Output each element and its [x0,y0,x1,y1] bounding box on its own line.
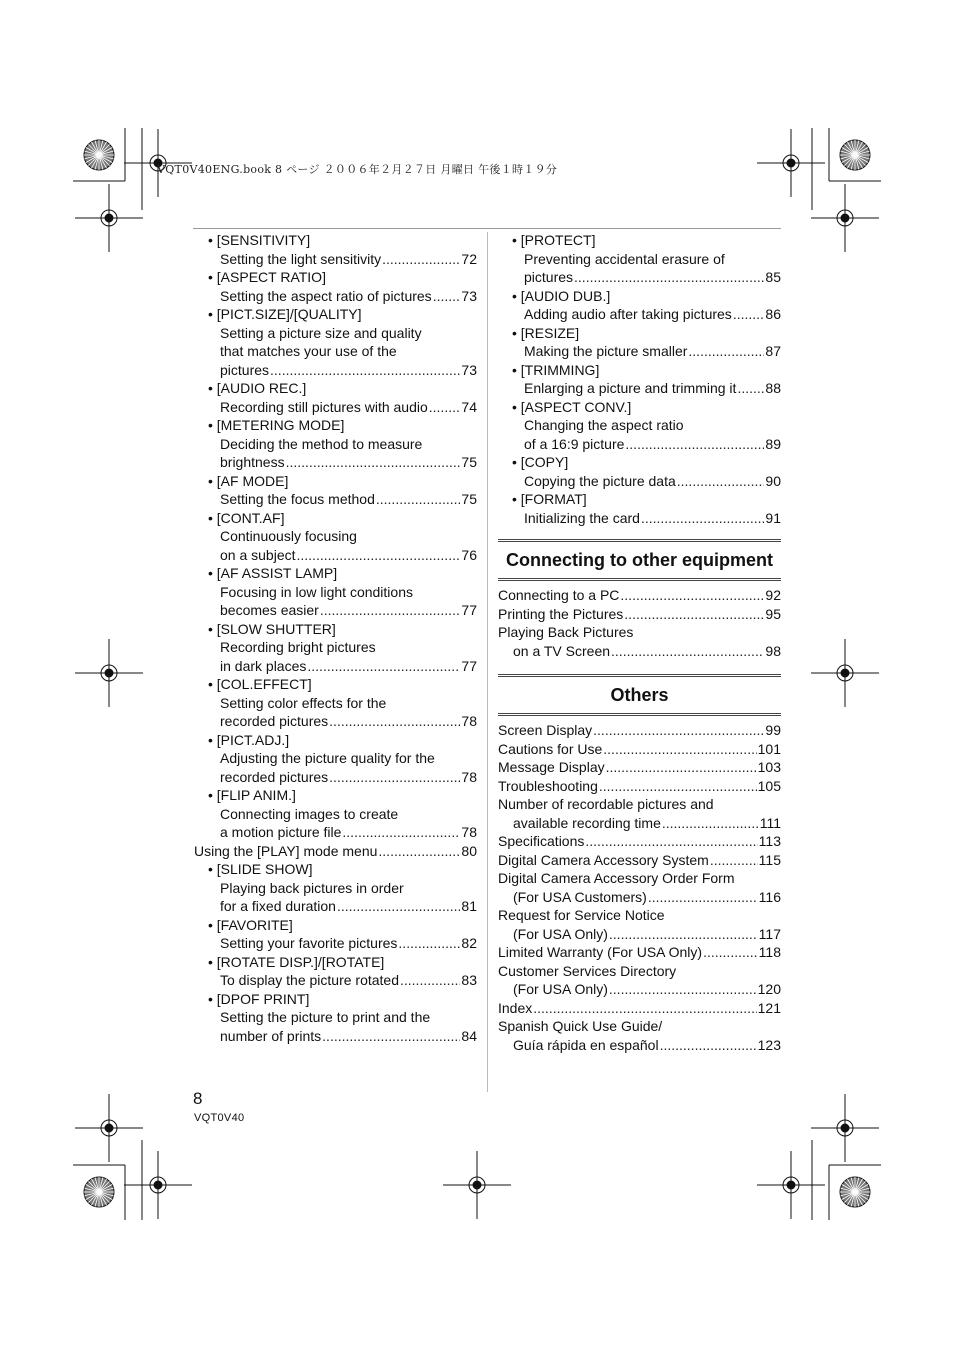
toc-entry [194,657,477,676]
dot-leader [297,546,461,565]
toc-bullet-heading: • [SENSITIVITY] [208,232,311,248]
toc-entry-title: for a fixed duration [220,898,336,914]
toc-entry [194,546,477,565]
dot-leader [533,999,756,1018]
dot-leader [688,342,764,361]
toc-page-number: 92 [765,587,781,603]
toc-entry [498,1036,781,1055]
toc-page-number: 77 [461,657,477,674]
toc-entry-title: Screen Display [498,722,593,738]
toc-page-number: 98 [765,642,781,659]
toc-page-number: 84 [461,1027,477,1044]
toc-bullet-heading: • [SLIDE SHOW] [208,861,313,877]
toc-page-number: 91 [765,509,781,526]
dot-leader [337,897,460,916]
toc-page-number: 123 [757,1036,781,1053]
toc-page-number: 77 [461,602,477,618]
dot-leader [660,1036,757,1055]
dot-leader [606,758,757,777]
toc-entry [498,777,781,796]
toc-entry-title: Index [498,999,533,1016]
toc-entry-title: Troubleshooting [498,777,598,794]
toc-entry [498,435,781,454]
dot-leader [382,250,460,269]
toc-description: Playing Back Pictures [498,624,634,640]
registration-target [443,1151,511,1219]
toc-entry-title: of a 16:9 picture [524,435,625,452]
toc-entry-title: Printing the Pictures [498,605,624,622]
registration-target [75,184,143,252]
toc-entry-title: a motion picture file [220,824,342,840]
toc-entry [498,758,781,777]
toc-page-number: 90 [765,472,781,489]
dot-leader [398,934,460,953]
toc-description: Preventing accidental erasure of [524,250,725,267]
toc-right-top-list [498,231,781,527]
toc-entry [498,925,781,944]
toc-entry-title: Recording still pictures with audio [220,398,428,415]
toc-description: Changing the aspect ratio [524,417,684,433]
toc-entry [194,842,477,861]
toc-description: Setting color effects for the [220,694,387,711]
toc-entry [498,379,781,398]
toc-entry-title: Message Display [498,759,605,775]
toc-bullet-heading: • [PICT.ADJ.] [208,731,290,748]
dot-leader [737,379,764,398]
toc-entry-title: Specifications [498,833,585,849]
registration-target [811,184,879,252]
toc-entry-title: pictures [524,269,574,285]
toc-page-number: 101 [757,740,781,757]
dot-leader [342,823,460,842]
toc-entry [498,342,781,361]
toc-page-number: 115 [758,851,781,868]
toc-entry-title: Adding audio after taking pictures [524,306,732,322]
toc-bullet-heading: • [ASPECT RATIO] [208,269,326,285]
section-connecting-list [498,586,781,660]
toc-bullet-heading: • [FORMAT] [512,491,587,507]
toc-entry [194,1027,477,1046]
toc-entry-title: on a subject [220,546,296,563]
toc-entry [194,971,477,990]
toc-page-number: 88 [765,380,781,396]
toc-page-number: 121 [757,999,781,1016]
toc-bullet-heading: • [RESIZE] [512,324,580,341]
toc-entry-title: pictures [220,361,270,378]
toc-entry-title: Enlarging a picture and trimming it [524,380,737,396]
toc-entry [194,601,477,620]
dot-leader [322,1027,460,1046]
toc-entry [498,509,781,528]
toc-bullet-heading: • [FAVORITE] [208,916,293,933]
toc-entry [194,250,477,269]
toc-page-number: 118 [758,944,781,960]
toc-entry [498,814,781,833]
registration-target [124,1151,192,1219]
toc-entry [194,361,477,380]
toc-page-number: 86 [765,306,781,322]
toc-entry [194,823,477,842]
toc-entry [498,851,781,870]
toc-entry-title: brightness [220,454,285,470]
toc-page-number: 75 [461,491,477,507]
toc-description: Setting a picture size and quality [220,324,422,341]
toc-page-number: 85 [765,269,781,285]
toc-description: Connecting images to create [220,805,399,822]
toc-description: Customer Services Directory [498,962,677,979]
toc-description: that matches your use of the [220,343,397,359]
section-heading-others: Others [498,674,781,716]
toc-entry-title: Making the picture smaller [524,343,688,359]
registration-target [757,129,825,197]
dot-leader [662,814,759,833]
toc-bullet-heading: • [AUDIO DUB.] [512,287,611,304]
toc-page-number: 81 [461,898,477,914]
column-divider [487,232,488,1092]
toc-entry-title: recorded pictures [220,713,329,729]
toc-entry-title: number of prints [220,1027,322,1044]
dot-leader [599,777,757,796]
toc-page-number: 111 [759,814,781,831]
toc-entry [498,999,781,1018]
dot-leader [378,842,460,861]
toc-entry-title: Copying the picture data [524,472,676,489]
dot-leader [329,768,460,787]
toc-entry-title: on a TV Screen [513,642,611,659]
toc-page-number: 105 [757,777,781,794]
toc-bullet-heading: • [PROTECT] [512,232,596,248]
dot-leader [429,398,461,417]
toc-description: Deciding the method to measure [220,435,423,452]
registration-target [75,639,143,707]
toc-page-number: 103 [757,759,781,775]
toc-entry-title: Guía rápida en español [513,1036,659,1053]
dot-leader [270,361,460,380]
toc-entry [498,740,781,759]
toc-entry [498,605,781,624]
toc-entry-title: Limited Warranty (For USA Only) [498,944,703,960]
toc-bullet-heading: • [TRIMMING] [512,361,600,378]
toc-description: Digital Camera Accessory Order Form [498,870,735,886]
toc-page-number: 95 [765,605,781,622]
toc-bullet-heading: • [METERING MODE] [208,417,345,433]
toc-entry-title: (For USA Only) [513,925,608,942]
toc-entry [194,398,477,417]
toc-entry [498,642,781,661]
toc-entry-title: becomes easier [220,602,319,618]
dot-leader [603,740,756,759]
toc-entry-title: Setting the light sensitivity [220,250,382,267]
toc-page-number: 78 [461,713,477,729]
toc-bullet-heading: • [ASPECT CONV.] [512,398,632,415]
toc-page-number: 89 [765,435,781,452]
toc-bullet-heading: • [COL.EFFECT] [208,676,312,692]
toc-entry [498,472,781,491]
toc-entry [498,586,781,605]
toc-bullet-heading: • [COPY] [512,454,569,470]
registration-target [75,1094,143,1162]
toc-left-column [194,231,477,1045]
starburst-mark [84,1177,114,1207]
starburst-mark [84,140,114,170]
toc-page-number: 83 [461,972,477,988]
dot-leader [593,721,764,740]
toc-entry [498,980,781,999]
toc-description: Adjusting the picture quality for the [220,750,435,766]
toc-entry-title: Cautions for Use [498,740,603,757]
dot-leader [307,657,460,676]
toc-entry-title: available recording time [513,814,661,831]
dot-leader [733,305,765,324]
toc-bullet-heading: • [SLOW SHUTTER] [208,620,336,637]
registration-target [811,639,879,707]
toc-entry-title: Setting your favorite pictures [220,935,398,951]
dot-leader [620,586,764,605]
dot-leader [286,453,461,472]
toc-entry-title: Using the [PLAY] mode menu [194,842,378,859]
toc-entry [194,712,477,731]
toc-entry [498,832,781,851]
toc-entry-title: recorded pictures [220,768,329,785]
dot-leader [677,472,765,491]
dot-leader [703,943,758,962]
dot-leader [329,712,460,731]
book-header-line: VQT0V40ENG.book 8 ページ ２００６年２月２７日 月曜日 午後１時１９分 [157,163,558,176]
section-heading-connecting: Connecting to other equipment [498,539,781,581]
toc-entry-title: in dark places [220,657,307,674]
toc-page-number: 120 [757,981,781,997]
toc-entry-title: (For USA Only) [513,981,608,997]
toc-bullet-heading: • [AUDIO REC.] [208,380,307,396]
toc-entry [194,287,477,306]
toc-page-number: 80 [461,842,477,859]
toc-entry [498,943,781,962]
toc-bullet-heading: • [AF MODE] [208,472,289,489]
section-others-list [498,721,781,1054]
toc-entry-title: Initializing the card [524,509,640,526]
dot-leader [648,888,758,907]
dot-leader [609,925,758,944]
toc-bullet-heading: • [CONT.AF] [208,509,285,526]
toc-description: Focusing in low light conditions [220,583,413,600]
toc-bullet-heading: • [DPOF PRINT] [208,990,310,1007]
dot-leader [625,435,764,454]
toc-page-number: 87 [765,343,781,359]
toc-entry-title: (For USA Customers) [513,888,647,905]
toc-page-number: 113 [758,833,781,849]
toc-entry [498,268,781,287]
starburst-mark [840,1177,870,1207]
toc-description: Number of recordable pictures and [498,796,714,812]
toc-right-column [498,231,781,1054]
toc-page-number: 73 [461,287,477,304]
toc-page-number: 75 [461,454,477,470]
toc-entry [194,768,477,787]
document-code: VQT0V40 [194,1112,245,1124]
toc-entry [194,934,477,953]
toc-entry-title: Setting the aspect ratio of pictures [220,287,432,304]
toc-entry-title: Digital Camera Accessory System [498,851,709,868]
toc-page-number: 82 [461,935,477,951]
toc-description: Continuously focusing [220,528,357,544]
toc-description: Playing back pictures in order [220,879,404,896]
toc-entry-title: Setting the focus method [220,491,375,507]
registration-target [757,1151,825,1219]
dot-leader [624,605,764,624]
registration-target [811,1094,879,1162]
toc-page-number: 76 [461,546,477,563]
dot-leader [611,642,764,661]
toc-bullet-heading: • [FLIP ANIM.] [208,787,296,803]
toc-bullet-heading: • [ROTATE DISP.]/[ROTATE] [208,953,385,970]
toc-description: Request for Service Notice [498,907,665,923]
toc-description: Spanish Quick Use Guide/ [498,1018,663,1034]
dot-leader [400,971,460,990]
dot-leader [574,268,764,287]
toc-entry [194,453,477,472]
dot-leader [320,601,461,620]
toc-entry [498,305,781,324]
toc-page-number: 73 [461,361,477,378]
toc-entry [498,721,781,740]
starburst-mark [840,140,870,170]
toc-page-number: 116 [758,888,781,905]
toc-entry [194,897,477,916]
toc-bullet-heading: • [AF ASSIST LAMP] [208,565,338,581]
toc-page-number: 117 [758,925,781,942]
toc-page-number: 99 [765,722,781,738]
dot-leader [609,980,757,999]
page-number: 8 [193,1089,203,1108]
dot-leader [585,832,757,851]
toc-page-number: 78 [461,824,477,840]
toc-entry [498,888,781,907]
toc-description: Recording bright pictures [220,639,376,655]
toc-description: Setting the picture to print and the [220,1009,431,1025]
toc-page-number: 74 [461,398,477,415]
toc-page-number: 72 [461,250,477,267]
dot-leader [641,509,764,528]
toc-bullet-heading: • [PICT.SIZE]/[QUALITY] [208,306,362,322]
toc-page-number: 78 [461,768,477,785]
top-rule [193,228,781,229]
toc-entry-title: Connecting to a PC [498,587,620,603]
dot-leader [433,287,461,306]
dot-leader [376,490,461,509]
dot-leader [710,851,758,870]
toc-entry [194,490,477,509]
toc-entry-title: To display the picture rotated [220,972,399,988]
